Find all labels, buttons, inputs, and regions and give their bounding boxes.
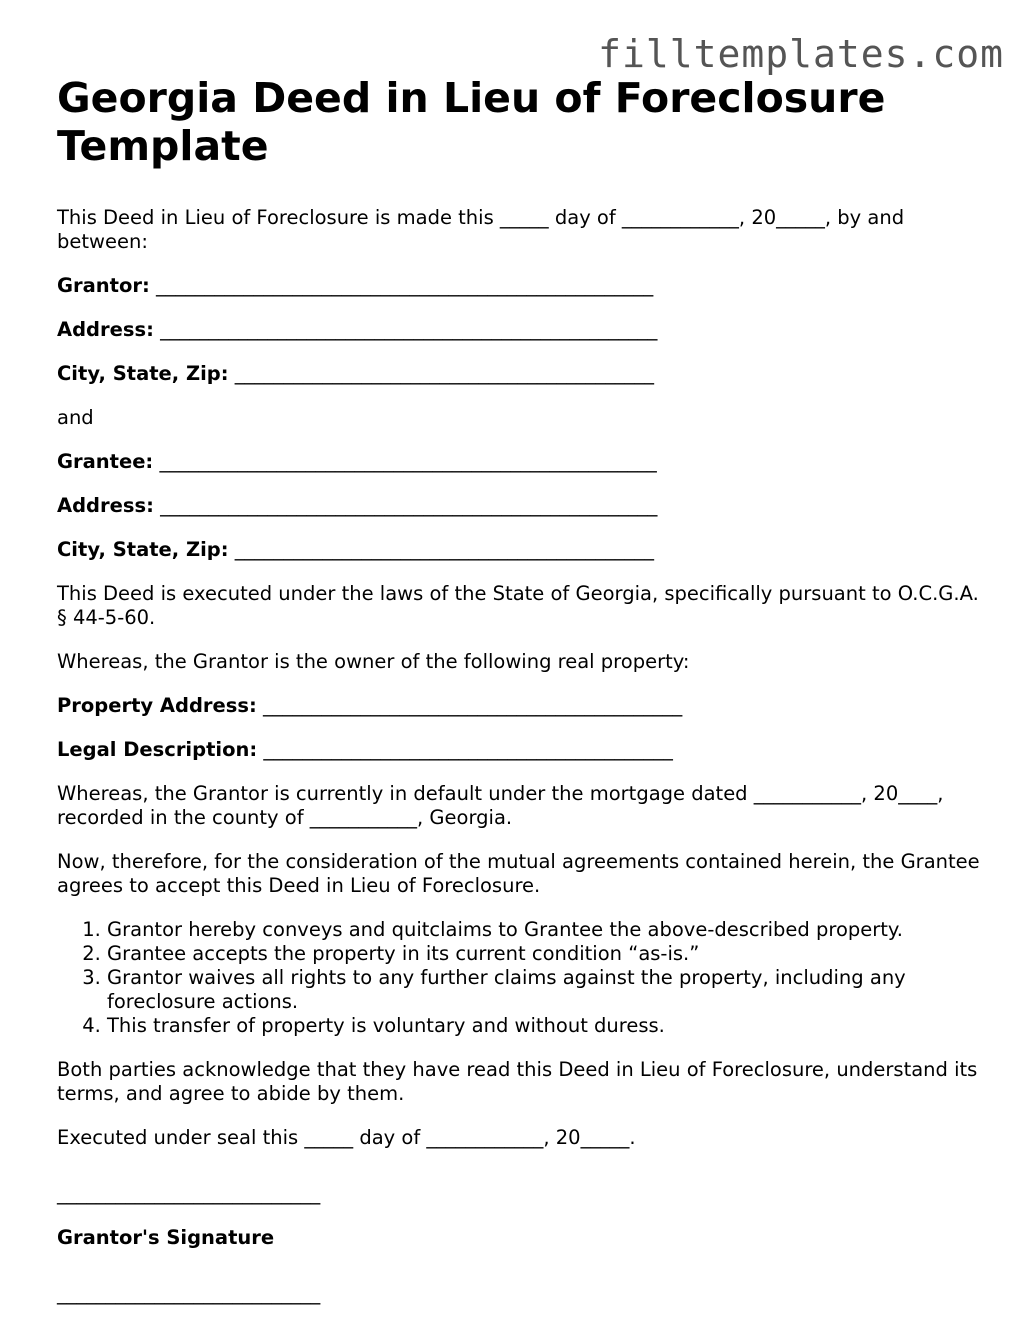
executed-paragraph: Executed under seal this _____ day of ____________, 20_____. [57,1126,636,1149]
grantee-address-line[interactable]: ___________________________________________________ [160,494,658,517]
property-address-label: Property Address: [57,694,257,717]
legal-description-label: Legal Description: [57,738,258,761]
grantee-address-label: Address: [57,494,154,517]
legal-description-field [57,738,987,762]
grantor-signature-label: Grantor's Signature [57,1226,275,1249]
and-text: and [57,406,94,429]
list-item: 1. Grantor hereby conveys and quitclaims to Grantee the above-described property. [107,918,987,942]
now-therefore-paragraph: Now, therefore, for the consideration of the mutual agreements contained herein, the Grantee agrees to accept this Deed in Lieu of Foreclosure. [57,850,980,897]
document [57,74,987,1306]
watermark: filltemplates.com [598,32,1004,76]
property-address-field [57,694,987,718]
grantee-city-field [57,538,987,562]
grantor-address-line[interactable]: ___________________________________________________ [160,318,658,341]
grantor-name-line[interactable]: ___________________________________________________ [156,274,654,297]
grantee-city-label: City, State, Zip: [57,538,229,561]
grantor-name-field [57,274,987,298]
grantor-city-label: City, State, Zip: [57,362,229,385]
page-title: Georgia Deed in Lieu of Foreclosure Template [57,74,886,170]
grantee-name-field [57,450,987,474]
acknowledge-paragraph: Both parties acknowledge that they have read this Deed in Lieu of Foreclosure, understand its terms, and agree to abide by them. [57,1058,978,1105]
grantee-name-line[interactable]: ___________________________________________________ [159,450,657,473]
grantee-city-line[interactable]: ___________________________________________ [234,538,655,561]
list-item: 2. Grantee accepts the property in its current condition “as-is.” [107,942,987,966]
second-signature-line[interactable]: ___________________________ [57,1282,321,1305]
intro-paragraph: This Deed in Lieu of Foreclosure is made this _____ day of ____________, 20_____, by and between: [57,206,905,253]
grantor-address-label: Address: [57,318,154,341]
list-item: 4. This transfer of property is voluntary and without duress. [107,1014,987,1038]
grantor-signature-line[interactable]: ___________________________ [57,1182,321,1205]
grantor-address-field [57,318,987,342]
grantor-name-label: Grantor: [57,274,150,297]
list-item: 3. Grantor waives all rights to any further claims against the property, including any foreclosure actions. [107,966,987,1014]
terms-list [57,918,987,1038]
legal-description-line[interactable]: __________________________________________ [263,738,673,761]
grantor-city-line[interactable]: ___________________________________________ [234,362,655,385]
whereas-default-paragraph: Whereas, the Grantor is currently in default under the mortgage dated ___________, 20____, recorded in the county of ___________, Georgia. [57,782,944,829]
grantee-address-field [57,494,987,518]
property-address-line[interactable]: ___________________________________________ [263,694,683,717]
law-paragraph: This Deed is executed under the laws of the State of Georgia, specifically pursuant to O.C.G.A. § 44-5-60. [57,582,979,629]
grantee-name-label: Grantee: [57,450,154,473]
grantor-city-field [57,362,987,386]
whereas-owner-paragraph: Whereas, the Grantor is the owner of the following real property: [57,650,690,673]
